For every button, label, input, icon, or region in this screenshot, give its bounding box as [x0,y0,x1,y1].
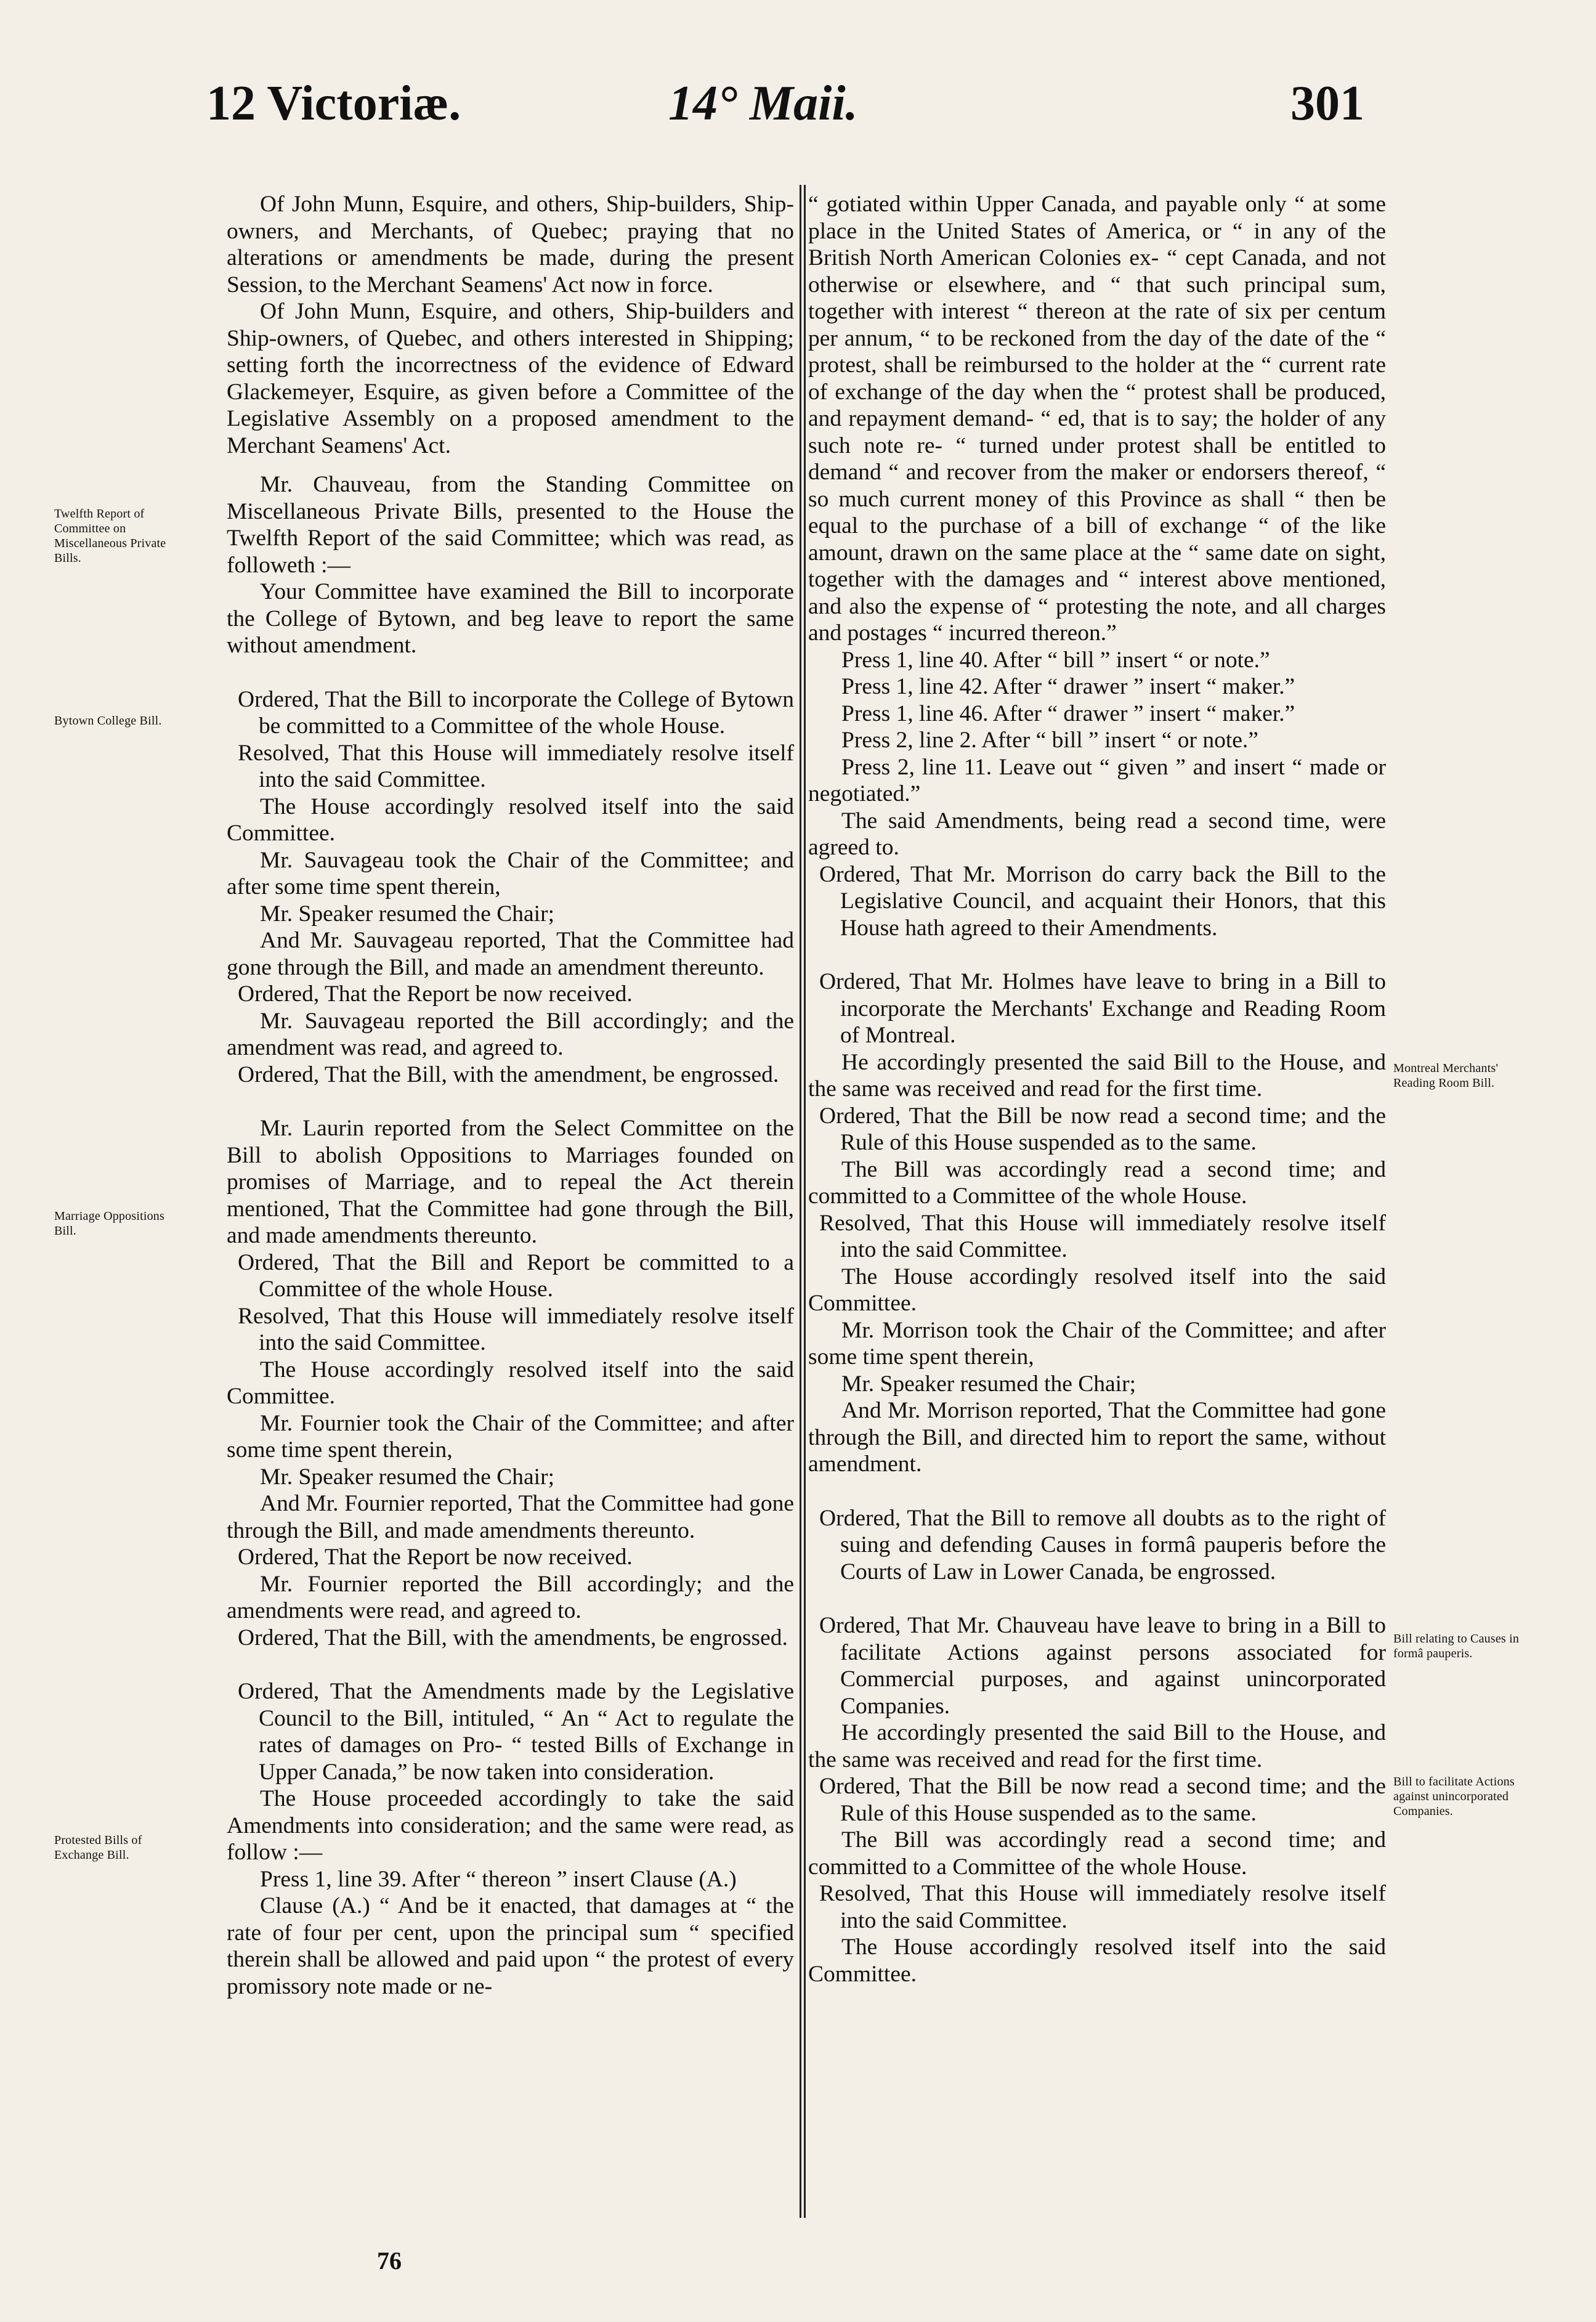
order-commit-marriage: Ordered, That the Bill and Report be committed to a Committee of the whole House. [238,1249,794,1302]
chair-morrison: Mr. Morrison took the Chair of the Committee; and after some time spent therein, [808,1317,1386,1370]
order-second-reading: Ordered, That the Bill be now read a second time; and the Rule of this House suspended as to the same. [819,1103,1386,1155]
petition-munn-1: Of John Munn, Esquire, and others, Ship-builders, Ship-owners, and Merchants, of Quebec; praying that no alterations or amendments be made, during the present Session, to the Merchant Seamens' Act now in force. [227,192,794,298]
bill-reported: Mr. Fournier reported the Bill accordingly; and the amendments were read, and agreed to. [227,1571,794,1623]
chair-fournier: Mr. Fournier took the Chair of the Committee; and after some time spent therein, [227,1410,794,1463]
resolution-committee: Resolved, That this House will immediately resolve itself into the said Committee. [238,740,794,792]
resolution-committee: Resolved, That this House will immediately resolve itself into the said Committee. [819,1210,1386,1262]
order-chauveau-leave: Ordered, That Mr. Chauveau have leave to bring in a Bill to facilitate Actions against persons associated for Commercial purposes, and against unincorporated Companies. [819,1613,1386,1719]
margin-note-bytown: Bytown College Bill. [54,714,162,728]
order-engrossed: Ordered, That the Bill, with the amendments, be engrossed. [238,1625,788,1650]
left-column [227,191,794,2000]
speaker-resumed: Mr. Speaker resumed the Chair; [841,1371,1136,1397]
chair-sauvageau: Mr. Sauvageau took the Chair of the Committee; and after some time spent therein, [227,847,794,899]
amendments-agreed: The said Amendments, being read a second time, were agreed to. [808,808,1386,860]
resolution-committee: Resolved, That this House will immediately resolve itself into the said Committee. [238,1303,794,1355]
fournier-reported: And Mr. Fournier reported, That the Committee had gone through the Bill, and made amendments thereunto. [227,1491,794,1543]
house-proceeded: The House proceeded accordingly to take the said Amendments into consideration; and the same were read, as follow :— [227,1786,794,1865]
margin-note-forma-pauperis: Bill relating to Causes in formâ pauperis. [1393,1632,1520,1660]
second-reading: The Bill was accordingly read a second time; and committed to a Committee of the whole House. [808,1827,1386,1880]
amendment-line-40: Press 1, line 40. After “ bill ” insert “ or note.” [841,647,1270,673]
petition-munn-2: Of John Munn, Esquire, and others, Ship-builders and Ship-owners, of Quebec, and others interested in Shipping; setting forth the incorrectness of the evidence of Edward Glackemeyer, Esquire, as given before a Committee of the Legislative Assembly on a proposed amendment to the Merchant Seamens' Act. [227,299,794,458]
speaker-resumed: Mr. Speaker resumed the Chair; [260,1464,554,1490]
speaker-resumed: Mr. Speaker resumed the Chair; [260,901,554,927]
morrison-reported: And Mr. Morrison reported, That the Committee had gone through the Bill, and directed him to report the same, without amendment. [808,1398,1386,1477]
order-amendments-consideration: Ordered, That the Amendments made by the Legislative Council to the Bill, intituled, “ An “ Act to regulate the rates of damages on Pro- “ tested Bills of Exchange in Upper Canada,” be now taken into consideration. [238,1679,794,1785]
margin-note-twelfth-report: Twelfth Report of Committee on Miscellaneous Private Bills. [54,507,166,565]
clause-a-continued: “ gotiated within Upper Canada, and payable only “ at some place in the United States of America, or “ in any of the British North American Colonies ex- “ cept Canada, and not otherwise or elsewhere, and “ that such principal sum, together with interest “ thereon at the rate of six per centum per annum, “ to be reckoned from the day of the date of the “ protest, shall be reimbursed to the holder at the “ current rate of exchange of the day when the “ protest shall be produced, and repayment demand- “ ed, that is to say; the holder of any such note re- “ turned under protest shall be entitled to demand “ and recover from the maker or endorsers thereof, “ so much current money of this Province as shall “ then be equal to the purchase of a bill of exchange “ of the like amount, drawn on the same place at the “ same date on sight, together with the damages and “ interest above mentioned, and also the expense of “ protesting the note, and all charges and postages “ incurred thereon.” [808,192,1386,646]
right-column [808,191,1386,1987]
order-forma-pauperis: Ordered, That the Bill to remove all doubts as to the right of suing and defending Causes in formâ pauperis before the Courts of Law in Lower Canada, be engrossed. [819,1505,1386,1585]
signature-mark: 76 [377,2247,402,2275]
order-holmes-leave: Ordered, That Mr. Holmes have leave to bring in a Bill to incorporate the Merchants' Exchange and Reading Room of Montreal. [819,969,1386,1048]
amendment-line-42: Press 1, line 42. After “ drawer ” insert “ maker.” [841,674,1295,699]
sauvageau-reported: And Mr. Sauvageau reported, That the Committee had gone through the Bill, and made an amendment thereunto. [227,928,794,980]
press-line-39: Press 1, line 39. After “ thereon ” insert Clause (A.) [260,1866,737,1892]
bill-presented: He accordingly presented the said Bill to the House, and the same was received and read for the first time. [808,1720,1386,1772]
house-resolved: The House accordingly resolved itself into the said Committee. [808,1264,1386,1316]
margin-note-protested-bills: Protested Bills of Exchange Bill. [54,1833,142,1862]
page-header [0,73,1596,147]
report-presented: Mr. Chauveau, from the Standing Committee on Miscellaneous Private Bills, presented to the House the Twelfth Report of the said Committee; which was read, as followeth :— [227,472,794,578]
margin-note-marriage: Marriage Oppositions Bill. [54,1209,164,1238]
amendment-line-46: Press 1, line 46. After “ drawer ” insert “ maker.” [841,700,1295,726]
house-resolved: The House accordingly resolved itself into the said Committee. [227,794,794,846]
resolution-committee: Resolved, That this House will immediately resolve itself into the said Committee. [819,1881,1386,1933]
laurin-reported: Mr. Laurin reported from the Select Committee on the Bill to abolish Oppositions to Marriages founded on promises of Marriage, and to repeal the Act therein mentioned, That the Committee had gone through the Bill, and made amendments thereunto. [227,1116,794,1248]
order-engrossed: Ordered, That the Bill, with the amendment, be engrossed. [238,1062,779,1087]
house-resolved: The House accordingly resolved itself into the said Committee. [808,1934,1386,1987]
page-number: 301 [1290,76,1364,131]
column-divider [800,185,801,2218]
house-resolved: The House accordingly resolved itself into the said Committee. [227,1357,794,1409]
page-date: 14° Maii. [668,76,858,131]
order-report-received: Ordered, That the Report be now received. [238,1545,633,1570]
column-divider [804,185,806,2218]
order-report-received: Ordered, That the Report be now received. [238,981,633,1007]
amendment-press-2-line-11: Press 2, line 11. Leave out “ given ” and insert “ made or negotiated.” [808,754,1386,806]
margin-note-montreal: Montreal Merchants' Reading Room Bill. [1393,1062,1499,1090]
second-reading: The Bill was accordingly read a second time; and committed to a Committee of the whole House. [808,1156,1386,1209]
clause-a: Clause (A.) “ And be it enacted, that damages at “ the rate of four per cent, upon the principal sum “ specified therein shall be allowed and paid upon “ the protest of every promissory note made or ne- [227,1893,794,1999]
bill-presented: He accordingly presented the said Bill to the House, and the same was received and read for the first time. [808,1049,1386,1102]
bill-reported: Mr. Sauvageau reported the Bill accordingly; and the amendment was read, and agreed to. [227,1008,794,1060]
order-second-reading: Ordered, That the Bill be now read a second time; and the Rule of this House suspended as to the same. [819,1774,1386,1826]
report-text: Your Committee have examined the Bill to incorporate the College of Bytown, and beg leave to report the same without amendment. [227,579,794,658]
margin-note-actions: Bill to facilitate Actions against unincorporated Companies. [1393,1775,1515,1818]
order-morrison-carry-back: Ordered, That Mr. Morrison do carry back the Bill to the Legislative Council, and acquaint their Honors, that this House hath agreed to their Amendments. [819,861,1386,941]
order-commit-bytown: Ordered, That the Bill to incorporate the College of Bytown be committed to a Committee of the whole House. [238,686,794,739]
amendment-press-2-line-2: Press 2, line 2. After “ bill ” insert “ or note.” [841,728,1258,753]
regnal-year: 12 Victoriæ. [206,76,461,131]
